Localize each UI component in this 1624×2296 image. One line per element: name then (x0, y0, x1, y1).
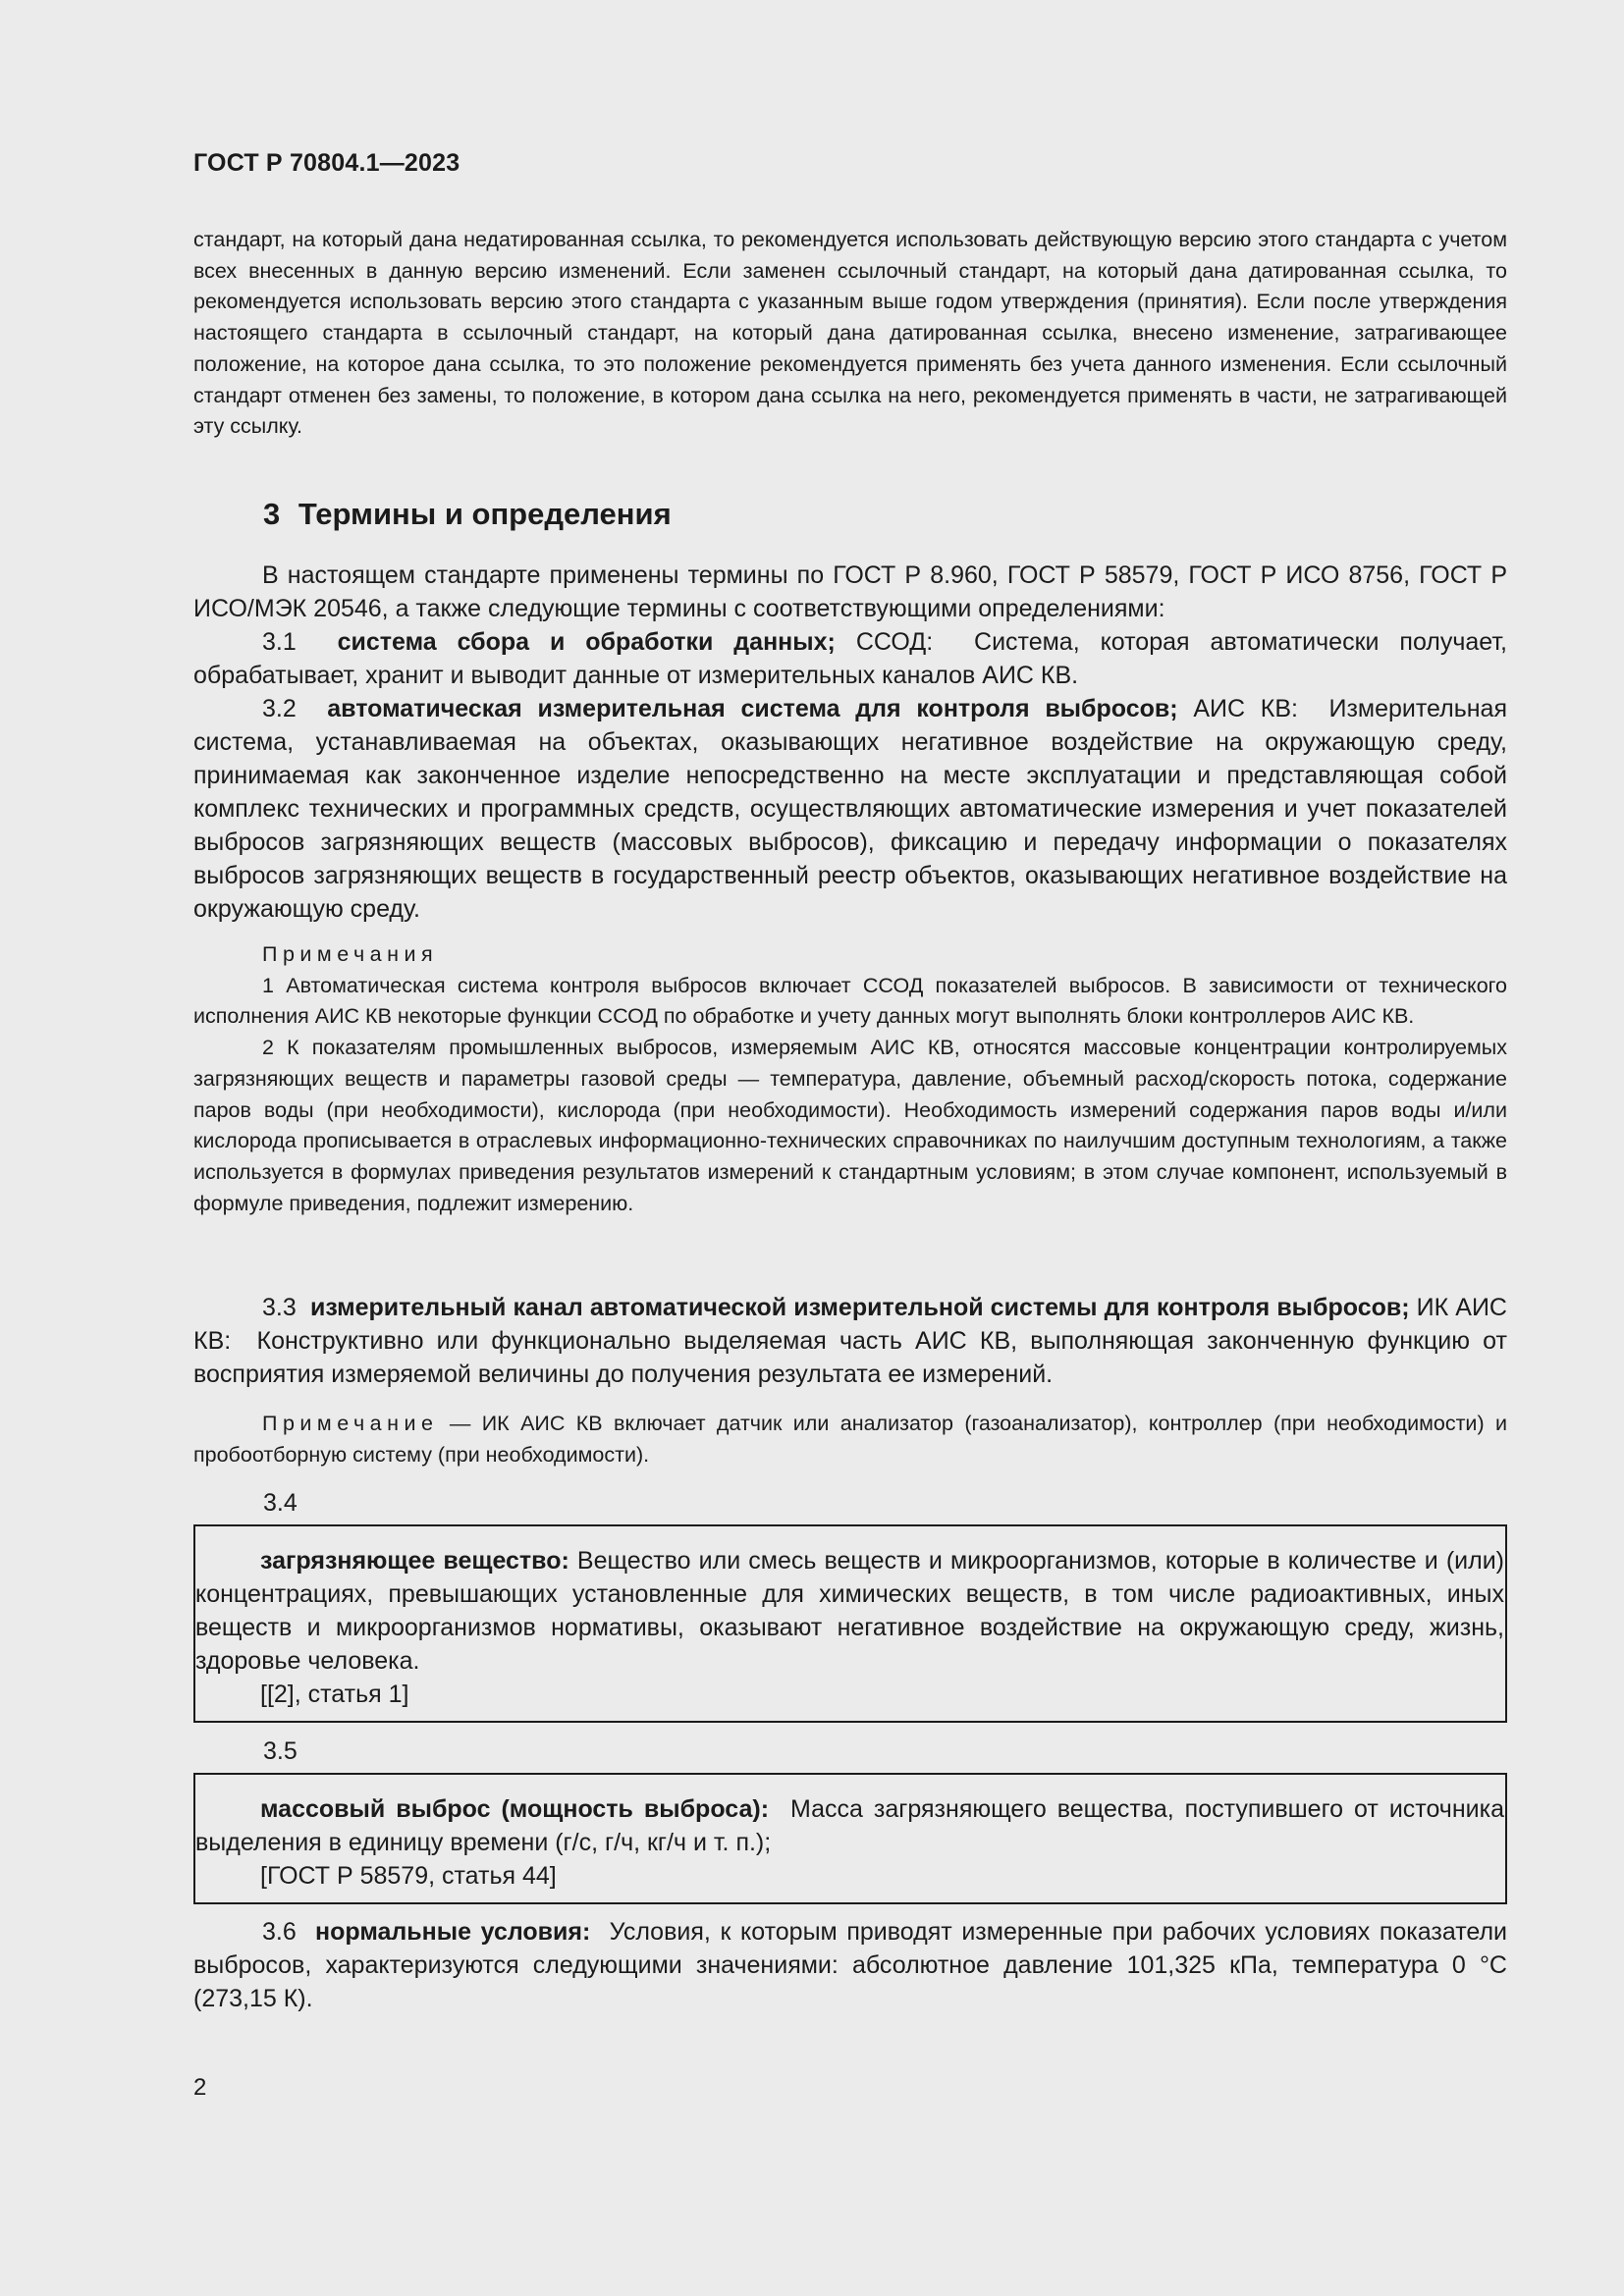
term-name: загрязняющее вещество: (260, 1547, 569, 1575)
note-3 (193, 1409, 1507, 1470)
term-number: 3.3 (262, 1294, 297, 1321)
term-name: нормальные условия: (315, 1918, 591, 1946)
term-3-5-box (193, 1773, 1507, 1904)
term-3-6-block (193, 1915, 1507, 2015)
term-definition: Вещество или смесь веществ и микроорганизмов, которые в количестве и (или) концентрациях, превышающих установленные для химических веществ, в том числе радиоактивных, иных веществ и микроорганизмов нормативы, оказывают негативное воздействие на окружающую среду, жизнь, здоровье человека. (195, 1547, 1504, 1675)
term-name: измерительный канал автоматической измерительной системы для контроля выбросов; (309, 1294, 1410, 1321)
term-definition: Конструктивно или функционально выделяемая часть АИС КВ, выполняющая законченную функцию от восприятия измеряемой величины до получения результата ее измерений. (193, 1327, 1507, 1388)
term-definition: Измерительная система, устанавливаемая на объектах, оказывающих негативное воздействие на окружающую среду, принимаемая как законченное изделие непосредственно на месте эксплуатации и представляющая собой комплекс технических и программных средств, осуществляющих автоматические измерения и учет показателей выбросов загрязняющих веществ (массовых выбросов), фиксацию и передачу информации о показателях выбросов загрязняющих веществ в государственный реестр объектов, оказывающих негативное воздействие на окружающую среду. (193, 695, 1507, 923)
intro-paragraph (193, 225, 1507, 443)
term-3-3 (193, 1291, 1507, 1391)
section-intro: В настоящем стандарте применены термины по ГОСТ Р 8.960, ГОСТ Р 58579, ГОСТ Р ИСО 8756, ГОСТ Р ИСО/МЭК 20546, а также следующие термины с соответствующими определениями: (193, 561, 1507, 622)
notes-block (193, 939, 1507, 1219)
term-reference: [ГОСТ Р 58579, статья 44] (260, 1862, 557, 1890)
term-name: массовый выброс (мощность выброса): (260, 1795, 770, 1823)
section-number: 3 (263, 497, 281, 531)
note-text: — ИК АИС КВ включает датчик или анализатор (газоанализатор), контроллер (при необходимости) и пробоотборную систему (при необходимости). (193, 1412, 1507, 1467)
term-abbr: ССОД: (855, 628, 934, 656)
note-3-block (193, 1409, 1507, 1470)
notes-label: Примечания (262, 942, 439, 966)
term-definition: Система, которая автоматически получает, обрабатывает, хранит и выводит данные от измерительных каналов АИС КВ. (193, 628, 1508, 689)
term-3-4 (195, 1544, 1504, 1678)
term-number: 3.1 (262, 628, 297, 656)
term-name: система сбора и обработки данных; (337, 628, 836, 656)
page-number: 2 (193, 2074, 207, 2101)
section-title: Термины и определения (298, 497, 672, 531)
term-definition: Масса загрязняющего вещества, поступившего от источника выделения в единицу времени (г/с, г/ч, кг/ч и т. п.); (195, 1795, 1504, 1856)
note-1: 1 Автоматическая система контроля выбросов включает ССОД показателей выбросов. В зависимости от технического исполнения АИС КВ некоторые функции ССОД по обработке и учету данных могут выполнять блоки контроллеров АИС КВ. (193, 973, 1507, 1029)
term-3-4-number: 3.4 (263, 1489, 298, 1517)
term-number: 3.6 (262, 1918, 297, 1946)
term-definition: Условия, к которым приводят измеренные при рабочих условиях показатели выбросов, характеризуются следующими значениями: абсолютное давление 101,325 кПа, температура 0 °С (273,15 К). (193, 1918, 1507, 2012)
term-3-4-box (193, 1524, 1507, 1723)
note-2: 2 К показателям промышленных выбросов, измеряемым АИС КВ, относятся массовые концентрации контролируемых загрязняющих веществ и параметры газовой среды — температура, давление, объемный расход/скорость потока, содержание паров воды (при необходимости), кислорода (при необходимости). Необходимость измерений содержания паров воды и/или кислорода прописывается в отраслевых информационно-технических справочниках по наилучшим доступным технологиям, а также используется в формулах приведения результатов измерений к стандартным условиям; в этом случае компонент, используемый в формуле приведения, подлежит измерению. (193, 1036, 1507, 1215)
term-3-5 (195, 1792, 1504, 1859)
intro-text: стандарт, на который дана недатированная ссылка, то рекомендуется использовать действующую версию этого стандарта с учетом всех внесенных в данную версию изменений. Если заменен ссылочный стандарт, на который дана датированная ссылка, то рекомендуется использовать версию этого стандарта с указанным выше годом утверждения (принятия). Если после утверждения настоящего стандарта в ссылочный стандарт, на который дана датированная ссылка, внесено изменение, затрагивающее положение, на которое дана ссылка, то это положение рекомендуется применять без учета данного изменения. Если ссылочный стандарт отменен без замены, то положение, в котором дана ссылка на него, рекомендуется применять в части, не затрагивающей эту ссылку. (193, 228, 1507, 439)
term-3-6 (193, 1915, 1507, 2015)
document-header-id: ГОСТ Р 70804.1—2023 (193, 149, 460, 177)
term-abbr: АИС КВ: (1193, 695, 1298, 722)
term-3-2 (193, 692, 1507, 926)
section-heading (263, 497, 672, 532)
term-3-5-number: 3.5 (263, 1737, 298, 1765)
term-abbr: ИК АИС КВ: (193, 1294, 1507, 1355)
term-3-3-block (193, 1291, 1507, 1391)
term-3-1 (193, 625, 1507, 692)
term-number: 3.2 (262, 695, 297, 722)
term-name: автоматическая измерительная система для контроля выбросов; (327, 695, 1178, 722)
section-intro-block (193, 559, 1507, 926)
term-reference: [[2], статья 1] (260, 1681, 409, 1708)
note-label: Примечание (262, 1412, 439, 1435)
